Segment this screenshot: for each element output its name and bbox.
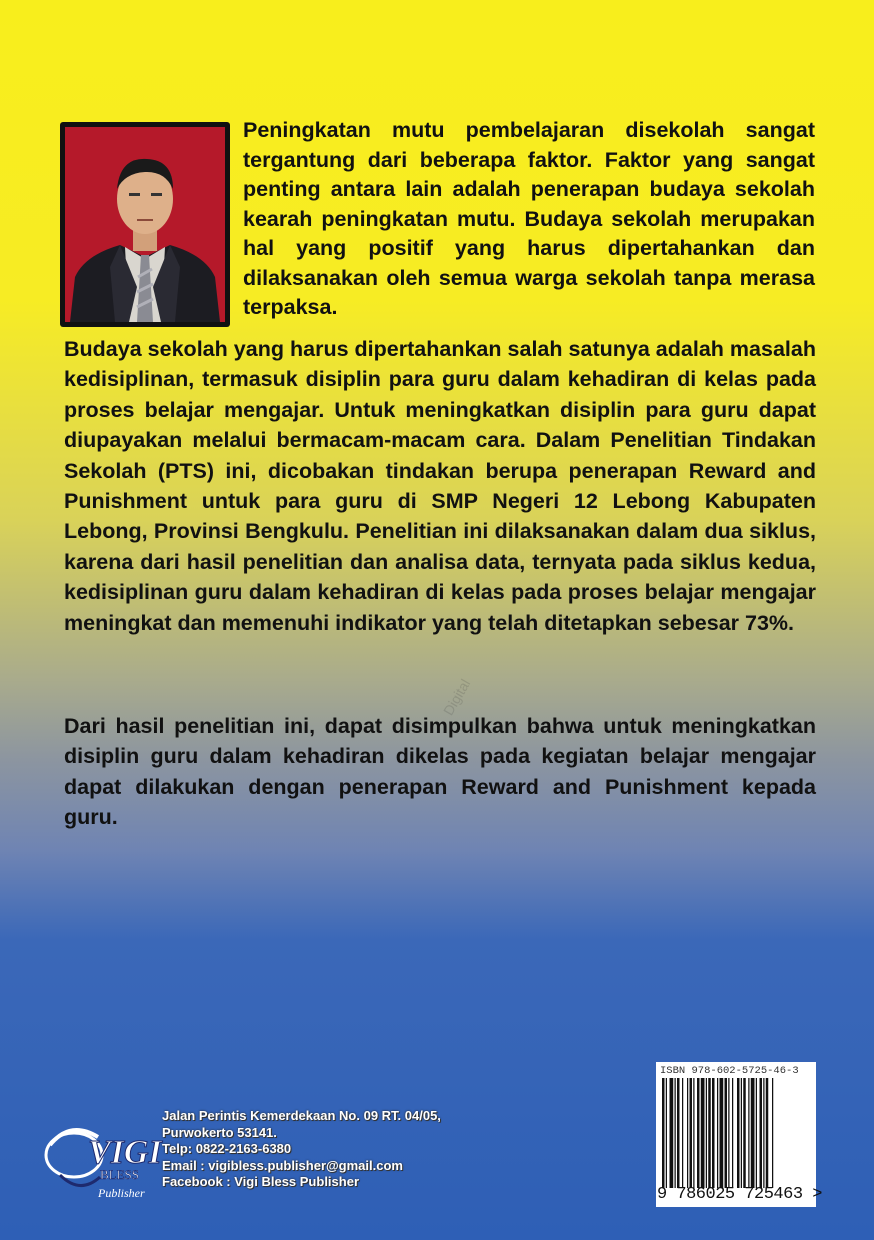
logo-letters: VIGI bbox=[88, 1134, 162, 1171]
facebook-label: Facebook : bbox=[162, 1174, 231, 1190]
phone-line bbox=[162, 1141, 441, 1158]
email-address: vigibless.publisher@gmail.com bbox=[208, 1157, 403, 1173]
barcode-bars-icon bbox=[662, 1078, 810, 1188]
publisher-logo bbox=[40, 1115, 162, 1207]
watermark-text: Digital bbox=[440, 676, 474, 718]
logo-script: Publisher bbox=[98, 1186, 145, 1200]
isbn-number: ISBN 978-602-5725-46-3 bbox=[660, 1065, 799, 1077]
author-photo bbox=[60, 122, 230, 327]
facebook-name: Vigi Bless Publisher bbox=[234, 1174, 360, 1190]
author-photo-background bbox=[65, 127, 225, 322]
phone-number: 0822-2163-6380 bbox=[195, 1141, 292, 1157]
isbn-barcode bbox=[656, 1062, 822, 1207]
publisher-contact bbox=[162, 1108, 441, 1191]
author-portrait-icon bbox=[65, 127, 225, 322]
email-line bbox=[162, 1158, 441, 1175]
facebook-line bbox=[162, 1174, 441, 1191]
address-line-1: Jalan Perintis Kemerdekaan No. 09 RT. 04/05, bbox=[162, 1108, 441, 1123]
email-label: Email : bbox=[162, 1157, 205, 1173]
intro-paragraph: Peningkatan mutu pembelajaran disekolah sangat tergantung dari beberapa faktor. Faktor yang sangat penting antara lain adalah penerapan budaya sekolah kearah peningkatan mutu. Budaya sekolah merupakan hal yang positif yang harus dipertahankan dan dilaksanakan oleh semua warga sekolah tanpa merasa terpaksa. bbox=[243, 118, 815, 319]
barcode-digits: 9 786025 725463 > bbox=[657, 1185, 822, 1204]
body-paragraph: Budaya sekolah yang harus dipertahankan salah satunya adalah masalah kedisiplinan, termasuk disiplin para guru dalam kehadiran di kelas pada proses belajar mengajar. Untuk meningkatkan disiplin para guru dapat diupayakan melalui bermacam-macam cara. Dalam Penelitian Tindakan Sekolah (PTS) ini, dicobakan tindakan berupa penerapan Reward and Punishment untuk para guru di SMP Negeri 12 Lebong Kabupaten Lebong, Provinsi Bengkulu. Penelitian ini dilaksanakan dalam dua siklus, karena dari hasil penelitian dan analisa data, ternyata pada siklus kedua, kedisiplinan guru dalam kehadiran di kelas pada proses belajar mengajar meningkat dan memenuhi indikator yang telah ditetapkan sebesar 73%. bbox=[64, 337, 816, 635]
logo-sub: BLESS bbox=[100, 1167, 140, 1182]
conclusion-paragraph: Dari hasil penelitian ini, dapat disimpulkan bahwa untuk meningkatkan disiplin guru dalam kehadiran dikelas pada kegiatan belajar mengajar dapat dilakukan dengan penerapan Reward and Punishment kepada guru. bbox=[64, 714, 816, 830]
vigi-bless-logo-icon bbox=[40, 1115, 162, 1207]
address-line-2: Purwokerto 53141. bbox=[162, 1124, 277, 1140]
phone-label: Telp: bbox=[162, 1141, 193, 1157]
